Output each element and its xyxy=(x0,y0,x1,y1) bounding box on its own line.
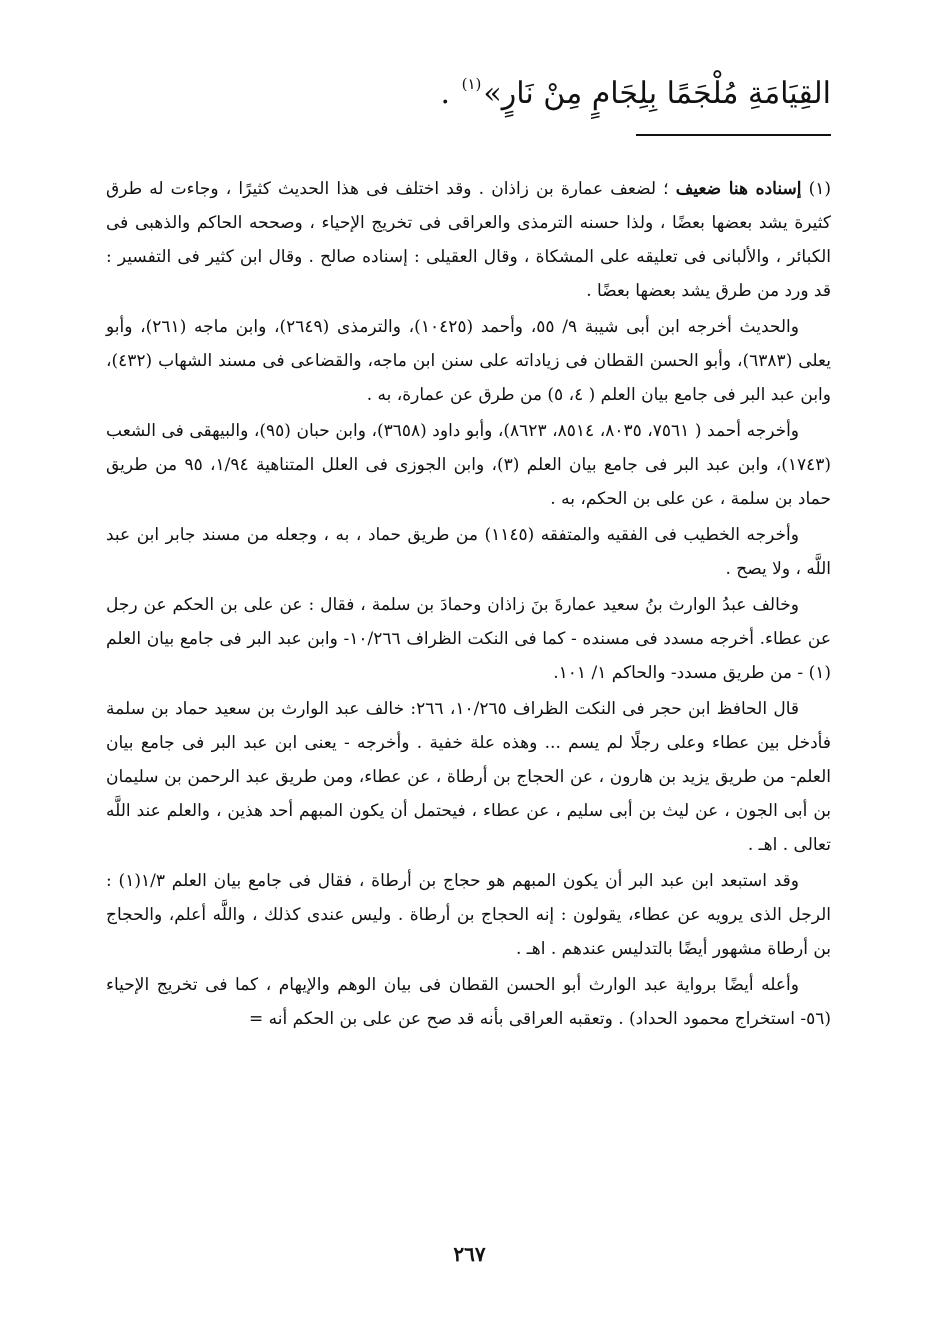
footnote-paragraph: وأعله أيضًا برواية عبد الوارث أبو الحسن القطان فى بيان الوهم والإيهام ، كما فى تخريج الإحياء (٥٦- استخراج محمود الحداد) . وتعقبه العراقى بأنه قد صح عن على بن الحكم أنه = xyxy=(106,975,831,1029)
footnote-paragraph xyxy=(106,172,831,308)
footnote-reference-marker: (١) xyxy=(461,75,482,93)
footnote-paragraph: والحديث أخرجه ابن أبى شيبة ٩/ ٥٥، وأحمد (١٠٤٢٥)، والترمذى (٢٦٤٩)، وابن ماجه (٢٦١)، وأبو يعلى (٦٣٨٣)، وأبو الحسن القطان فى زياداته على سنن ابن ماجه، والقضاعى فى مسند الشهاب (٤٣٢)، وابن عبد البر فى جامع بيان العلم ( ٤، ٥) من طرق عن عمارة، به . xyxy=(106,317,831,405)
footnote-text: ؛ لضعف عمارة بن زاذان . وقد اختلف فى هذا الحديث كثيرًا ، وجاءت له طرق كثيرة يشد بعضها بعضًا ، ولذا حسنه الترمذى والعراقى فى تخريج الإحياء ، وصححه الحاكم والذهبى فى الكبائر ، والألبانى فى تعليقه على المشكاة ، وقال العقيلى : إسناده صالح . وقال ابن كثير فى التفسير : قد ورد من طرق يشد بعضها بعضًا . xyxy=(106,179,831,301)
hadith-end-mark: . xyxy=(440,76,451,111)
hadith-text: القِيَامَةِ مُلْجَمًا بِلِجَامٍ مِنْ نَارٍ» xyxy=(483,76,831,111)
footnote-bold-lead: إسناده هنا ضعيف xyxy=(675,179,802,199)
page-number: ٢٦٧ xyxy=(453,1242,486,1266)
footnote-section xyxy=(106,172,831,1038)
footnote-paragraph: وخالف عبدُ الوارث بنُ سعيد عمارةَ بنَ زاذان وحمادَ بن سلمة ، فقال : عن على بن الحكم عن رجل عن عطاء. أخرجه مسدد فى مسنده - كما فى النكت الظراف ١٠/٢٦٦- وابن عبد البر فى جامع بيان العلم (١) - من طريق مسدد- والحاكم ١/ ١٠١. xyxy=(106,595,831,683)
footnote-separator-rule xyxy=(636,134,831,136)
footnote-marker: (١) xyxy=(808,179,832,199)
footnote-paragraph: وأخرجه الخطيب فى الفقيه والمتفقه (١١٤٥) من طريق حماد ، به ، وجعله من مسند جابر ابن عبد اللَّه ، ولا يصح . xyxy=(106,525,831,579)
footnote-paragraph: وقد استبعد ابن عبد البر أن يكون المبهم هو حجاج بن أرطاة ، فقال فى جامع بيان العلم ١/٣(١) : الرجل الذى يرويه عن عطاء، يقولون : إنه الحجاج بن أرطاة . وليس عندى كذلك ، واللَّه أعلم، والحجاج بن أرطاة مشهور أيضًا بالتدليس عندهم . اهـ . xyxy=(106,871,831,959)
hadith-text-line xyxy=(71,62,831,116)
footnote-paragraph: قال الحافظ ابن حجر فى النكت الظراف ١٠/٢٦٥، ٢٦٦: خالف عبد الوارث بن سعيد حماد بن سلمة فأدخل بين عطاء وعلى رجلًا لم يسم ... وهذه علة خفية . وأخرجه - يعنى ابن عبد البر فى جامع بيان العلم- من طريق يزيد بن هارون ، عن الحجاج بن أرطاة ، عن عطاء، ومن طريق عبد الرحمن بن سليمان بن أبى الجون ، عن ليث بن أبى سليم ، عن عطاء ، فيحتمل أن يكون المبهم أحد هذين ، والعلم عند اللَّه تعالى . اهـ . xyxy=(106,699,831,855)
footnote-paragraph: وأخرجه أحمد ( ٧٥٦١، ٨٠٣٥، ٨٥١٤، ٨٦٢٣)، وأبو داود (٣٦٥٨)، وابن حبان (٩٥)، والبيهقى فى الشعب (١٧٤٣)، وابن عبد البر فى جامع بيان العلم (٣)، وابن الجوزى فى العلل المتناهية ١/٩٤، ٩٥ من طريق حماد بن سلمة ، عن على بن الحكم، به . xyxy=(106,421,831,509)
